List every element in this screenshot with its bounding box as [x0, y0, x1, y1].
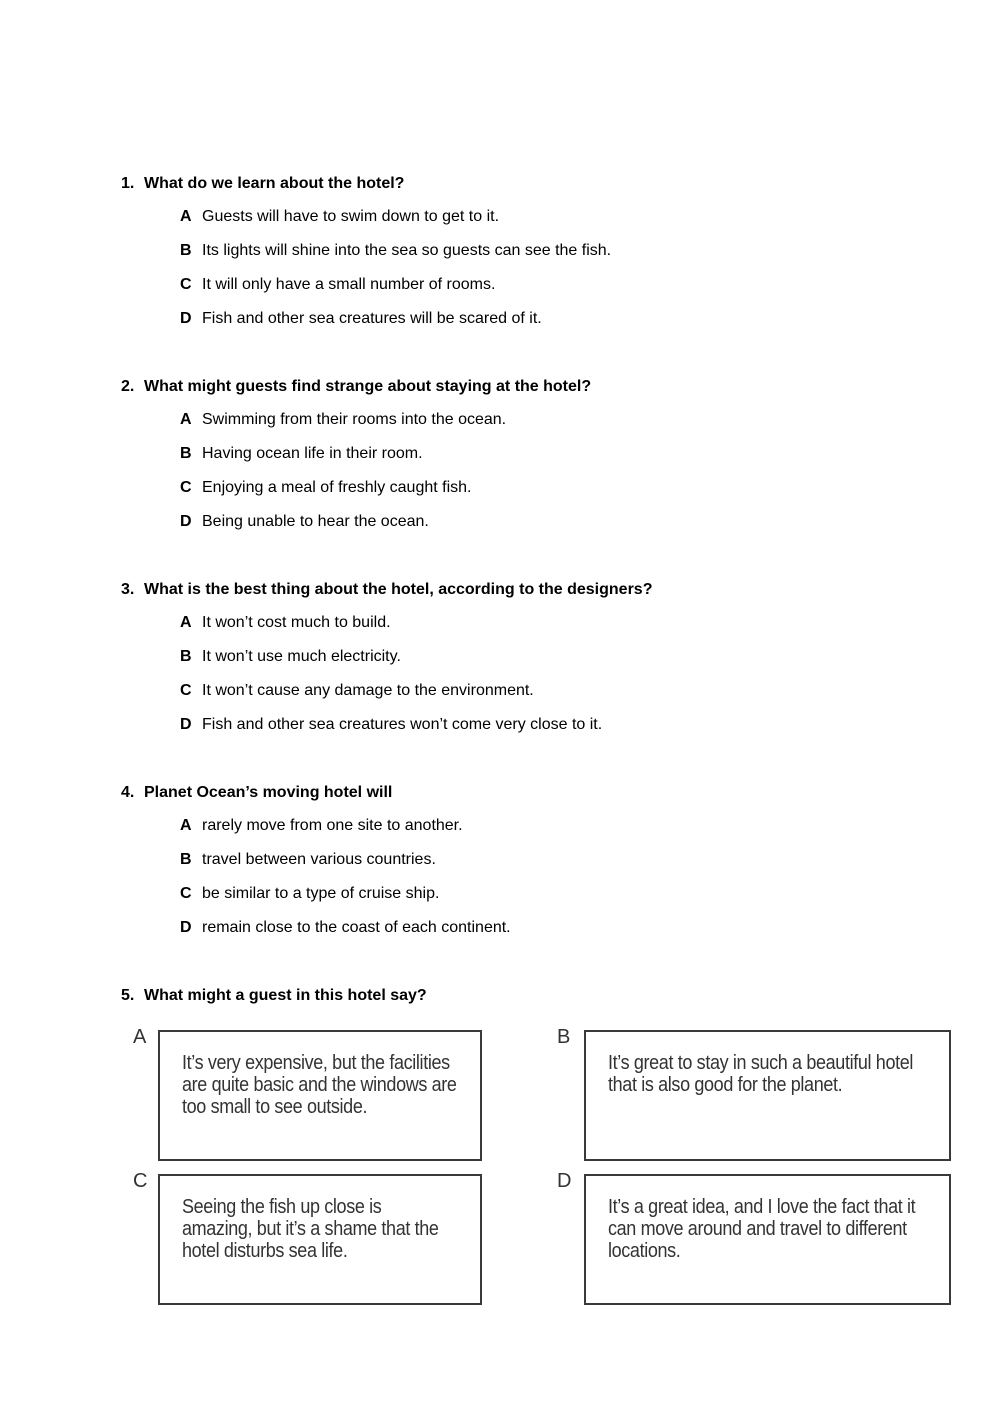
- option-text: Enjoying a meal of freshly caught fish.: [202, 479, 472, 496]
- option-letter: B: [180, 445, 192, 462]
- option-text: It will only have a small number of rooms.: [202, 276, 496, 293]
- option-letter: D: [180, 513, 192, 530]
- option-letter: B: [180, 851, 192, 868]
- answer-text: It’s great to stay in such a beautiful hotel that is also good for the planet.: [608, 1052, 914, 1096]
- question-2: [121, 377, 941, 530]
- answer-box-b[interactable]: [584, 1030, 951, 1161]
- option-letter: A: [180, 614, 192, 631]
- question-title: [121, 377, 941, 397]
- option-text: Fish and other sea creatures will be scared of it.: [202, 310, 542, 327]
- option-letter: C: [180, 276, 192, 293]
- option-letter: C: [180, 479, 192, 496]
- option-letter: D: [180, 716, 192, 733]
- option-text: rarely move from one site to another.: [202, 817, 463, 834]
- option-b[interactable]: [180, 444, 423, 464]
- option-a[interactable]: [180, 207, 499, 227]
- option-a[interactable]: [180, 816, 463, 836]
- option-letter: A: [180, 411, 192, 428]
- question-title: [121, 174, 941, 194]
- question-3: [121, 580, 941, 733]
- option-text: Guests will have to swim down to get to it.: [202, 208, 500, 225]
- question-text: What might a guest in this hotel say?: [144, 987, 427, 1004]
- answer-letter-b: B: [557, 1026, 571, 1048]
- question-1: [121, 174, 941, 327]
- option-b[interactable]: [180, 647, 401, 667]
- question-number: 1.: [121, 175, 135, 192]
- answer-text: Seeing the fish up close is amazing, but it’s a shame that the hotel disturbs sea life.: [182, 1196, 439, 1262]
- option-d[interactable]: [180, 715, 602, 735]
- question-4: [121, 783, 941, 936]
- question-text: Planet Ocean’s moving hotel will: [144, 784, 393, 801]
- option-text: Its lights will shine into the sea so guests can see the fish.: [202, 242, 612, 259]
- question-number: 3.: [121, 581, 135, 598]
- option-text: remain close to the coast of each continent.: [202, 919, 511, 936]
- question-text: What is the best thing about the hotel, according to the designers?: [144, 581, 653, 598]
- option-text: It won’t cause any damage to the environment.: [202, 682, 534, 699]
- option-b[interactable]: [180, 241, 611, 261]
- option-text: be similar to a type of cruise ship.: [202, 885, 440, 902]
- option-letter: B: [180, 242, 192, 259]
- question-5: [121, 986, 941, 1006]
- question-title: [121, 986, 941, 1006]
- option-c[interactable]: [180, 275, 495, 295]
- answer-box-d[interactable]: [584, 1174, 951, 1305]
- question-title: [121, 580, 941, 600]
- answer-box-a[interactable]: [158, 1030, 482, 1161]
- answer-text: It’s a great idea, and I love the fact that it can move around and travel to different locations.: [608, 1196, 916, 1262]
- option-c[interactable]: [180, 478, 471, 498]
- question-title: [121, 783, 941, 803]
- option-text: Swimming from their rooms into the ocean.: [202, 411, 507, 428]
- option-letter: D: [180, 310, 192, 327]
- option-text: Being unable to hear the ocean.: [202, 513, 429, 530]
- question-text: What do we learn about the hotel?: [144, 175, 405, 192]
- question-text: What might guests find strange about staying at the hotel?: [144, 378, 592, 395]
- option-letter: C: [180, 682, 192, 699]
- answer-box-c[interactable]: [158, 1174, 482, 1305]
- answer-letter-c: C: [133, 1170, 148, 1192]
- option-letter: C: [180, 885, 192, 902]
- option-a[interactable]: [180, 410, 506, 430]
- question-number: 2.: [121, 378, 135, 395]
- option-c[interactable]: [180, 681, 534, 701]
- option-text: Having ocean life in their room.: [202, 445, 423, 462]
- option-text: It won’t use much electricity.: [202, 648, 401, 665]
- option-a[interactable]: [180, 613, 391, 633]
- option-d[interactable]: [180, 512, 429, 532]
- option-letter: B: [180, 648, 192, 665]
- answer-letter-d: D: [557, 1170, 572, 1192]
- answer-letter-a: A: [133, 1026, 147, 1048]
- option-text: It won’t cost much to build.: [202, 614, 391, 631]
- option-d[interactable]: [180, 918, 511, 938]
- option-letter: A: [180, 817, 192, 834]
- option-c[interactable]: [180, 884, 439, 904]
- question-number: 5.: [121, 987, 135, 1004]
- option-text: travel between various countries.: [202, 851, 436, 868]
- option-letter: D: [180, 919, 192, 936]
- option-b[interactable]: [180, 850, 436, 870]
- answer-text: It’s very expensive, but the facilities are quite basic and the windows are too small to see outside.: [182, 1052, 457, 1118]
- option-d[interactable]: [180, 309, 542, 329]
- question-number: 4.: [121, 784, 135, 801]
- option-letter: A: [180, 208, 192, 225]
- option-text: Fish and other sea creatures won’t come very close to it.: [202, 716, 603, 733]
